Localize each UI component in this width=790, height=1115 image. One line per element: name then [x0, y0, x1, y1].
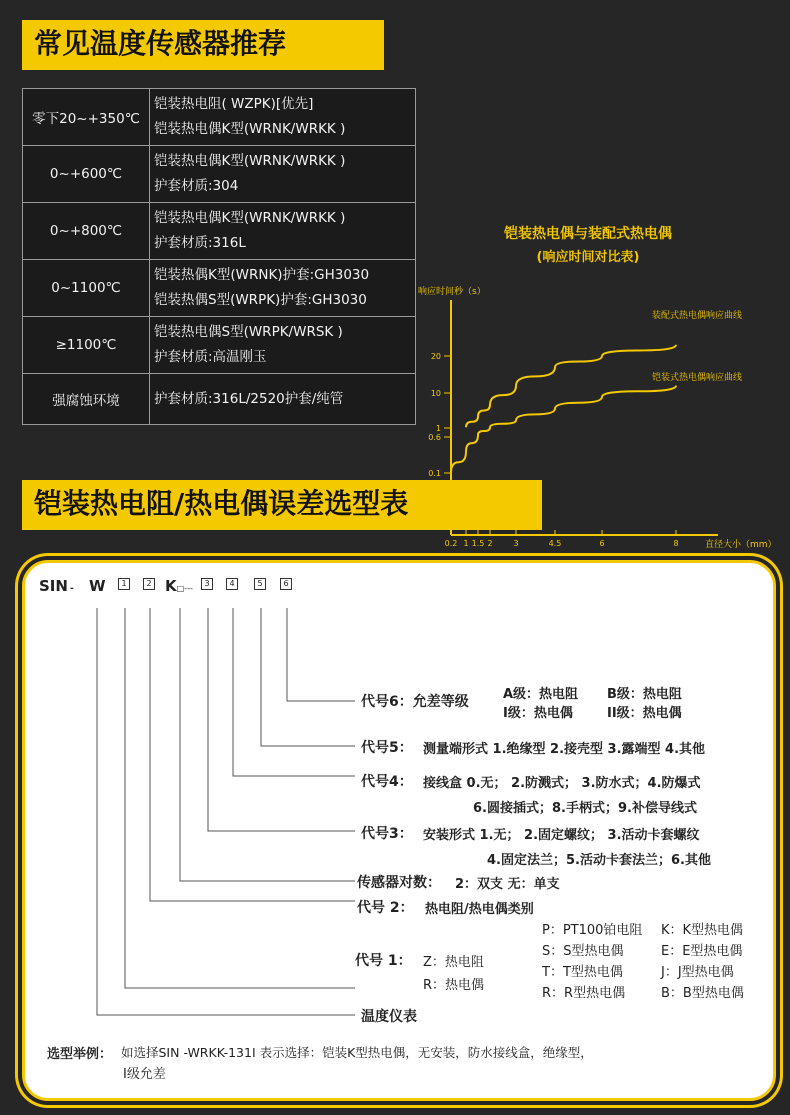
- example-text: 如选择SIN -WRKK-131I 表示选择：铠装K型热电偶，无安装，防水接线盒，绝缘型，: [121, 1045, 593, 1060]
- type-t: T：T型热电偶: [542, 965, 623, 980]
- code6-label: 代号6：允差等级: [361, 694, 469, 710]
- sensor-line: 铠装热电偶K型(WRNK/WRKK ): [154, 121, 346, 137]
- type-e: E：E型热电偶: [661, 944, 743, 959]
- temperature-range: 0~+800℃: [23, 203, 150, 260]
- sensor-recommendation: [150, 260, 416, 317]
- x-tick-label: 0.2: [444, 539, 458, 548]
- table-row: [23, 203, 416, 260]
- y-tick-label: 0.1: [428, 469, 441, 478]
- x-tick-label: 6: [599, 539, 605, 548]
- temperature-range: ≥1100℃: [23, 317, 150, 374]
- x-tick-label: 8: [673, 539, 679, 548]
- type-b: B：B型热电偶: [661, 986, 744, 1001]
- model-w: W: [89, 577, 106, 595]
- temperature-range: 零下20~+350℃: [23, 89, 150, 146]
- code4-text2: 6.圆接插式；8.手柄式；9.补偿导线式: [473, 801, 697, 816]
- section-title-selection: 铠装热电阻/热电偶误差选型表: [22, 480, 542, 530]
- sensor-recommendation: [150, 203, 416, 260]
- selection-card: [22, 560, 776, 1101]
- y-tick-label: 20: [430, 352, 441, 361]
- chart-xlabel: 直径大小（mm）: [705, 540, 777, 550]
- code2-label: 代号 2：: [357, 900, 414, 916]
- temperature-range: 强腐蚀环境: [23, 374, 150, 425]
- model-box-5: 5: [254, 578, 266, 590]
- temperature-range: 0~1100℃: [23, 260, 150, 317]
- type-s: S：S型热电偶: [542, 944, 624, 959]
- example-label: 选型举例：: [47, 1047, 113, 1062]
- code4-label: 代号4：: [361, 774, 413, 790]
- code1-z: Z：热电阻: [423, 955, 484, 970]
- chart-ylabel: 响应时间秒（s）: [418, 287, 486, 297]
- sensor-recommendation: [150, 89, 416, 146]
- sensor-line: 铠装热电偶K型(WRNK/WRKK ): [154, 210, 346, 226]
- x-tick-label: 1: [463, 539, 469, 548]
- code5-label: 代号5：: [361, 740, 413, 756]
- code6-ii: II级：热电偶: [607, 706, 682, 721]
- sensor-line: 护套材质:304: [154, 178, 239, 194]
- y-tick-label: 0.6: [428, 433, 441, 442]
- table-row: [23, 317, 416, 374]
- type-p: P：PT100铂电阻: [542, 923, 643, 938]
- pairs-text: 2：双支 无：单支: [455, 877, 560, 892]
- table-row: [23, 146, 416, 203]
- model-box-2: 2: [143, 578, 155, 590]
- instrument-label: 温度仪表: [361, 1009, 417, 1025]
- table-row: [23, 374, 416, 425]
- series-line-assembled: [466, 345, 676, 427]
- type-r: R：R型热电偶: [542, 986, 626, 1001]
- x-tick-label: 3: [513, 539, 519, 548]
- type-k: K：K型热电偶: [661, 923, 744, 938]
- code1-label: 代号 1：: [355, 953, 412, 969]
- code2-text: 热电阻/热电偶类别: [425, 902, 534, 917]
- code6-i: I级：热电偶: [503, 706, 573, 721]
- pairs-label: 传感器对数：: [357, 875, 441, 891]
- code4-text1: 接线盒 0.无； 2.防溅式； 3.防水式；4.防爆式: [423, 776, 701, 791]
- series-line-armored: [451, 386, 676, 473]
- sensor-line: 铠装热电阻( WZPK)[优先]: [154, 96, 314, 112]
- code5-text: 测量端形式 1.绝缘型 2.接壳型 3.露端型 4.其他: [423, 742, 706, 757]
- chart-title: 铠装热电偶与装配式热电偶: [504, 226, 672, 242]
- x-tick-label: 1.5: [471, 539, 485, 548]
- sensor-recommendation: [150, 146, 416, 203]
- code6-a: A级：热电阻: [503, 687, 579, 702]
- table-row: [23, 89, 416, 146]
- chart-subtitle: (响应时间对比表): [536, 250, 640, 265]
- sensor-line: 护套材质:316L/2520护套/纯管: [154, 390, 344, 407]
- sensor-line: 铠装热偶S型(WRPK)护套:GH3030: [154, 292, 367, 308]
- example-text2: I级允差: [123, 1067, 166, 1082]
- model-k: K□---: [165, 577, 193, 595]
- temperature-range: 0~+600℃: [23, 146, 150, 203]
- model-box-6: 6: [280, 578, 292, 590]
- series-label-armored: 铠装式热电偶响应曲线: [652, 373, 743, 383]
- sensor-line: 护套材质:316L: [154, 235, 246, 251]
- section-title-sensors: 常见温度传感器推荐: [22, 20, 384, 70]
- series-label-assembled: 装配式热电偶响应曲线: [652, 311, 743, 321]
- code3-text2: 4.固定法兰；5.活动卡套法兰；6.其他: [487, 853, 711, 868]
- table-row: [23, 260, 416, 317]
- model-box-4: 4: [226, 578, 238, 590]
- sensor-line: 铠装热电偶K型(WRNK/WRKK ): [154, 153, 346, 169]
- sensor-line: 护套材质:高温刚玉: [154, 349, 267, 365]
- code3-label: 代号3：: [361, 826, 413, 842]
- code3-text1: 安装形式 1.无； 2.固定螺纹； 3.活动卡套螺纹: [423, 828, 700, 843]
- x-tick-label: 4.5: [548, 539, 562, 548]
- code6-b: B级：热电阻: [607, 687, 682, 702]
- sensor-recommendation: [150, 374, 416, 425]
- y-tick-label: 1: [435, 424, 441, 433]
- model-box-3: 3: [201, 578, 213, 590]
- sensor-line: 铠装热电偶S型(WRPK/WRSK ): [154, 324, 343, 340]
- y-tick-label: 10: [430, 389, 441, 398]
- sensor-recommendation: [150, 317, 416, 374]
- code1-r: R：热电偶: [423, 978, 485, 993]
- x-tick-label: 2: [487, 539, 493, 548]
- recommend-table: [22, 88, 416, 425]
- type-j: J：J型热电偶: [661, 965, 734, 980]
- model-prefix: SIN -: [39, 577, 74, 595]
- model-box-1: 1: [118, 578, 130, 590]
- sensor-line: 铠装热偶K型(WRNK)护套:GH3030: [154, 267, 370, 283]
